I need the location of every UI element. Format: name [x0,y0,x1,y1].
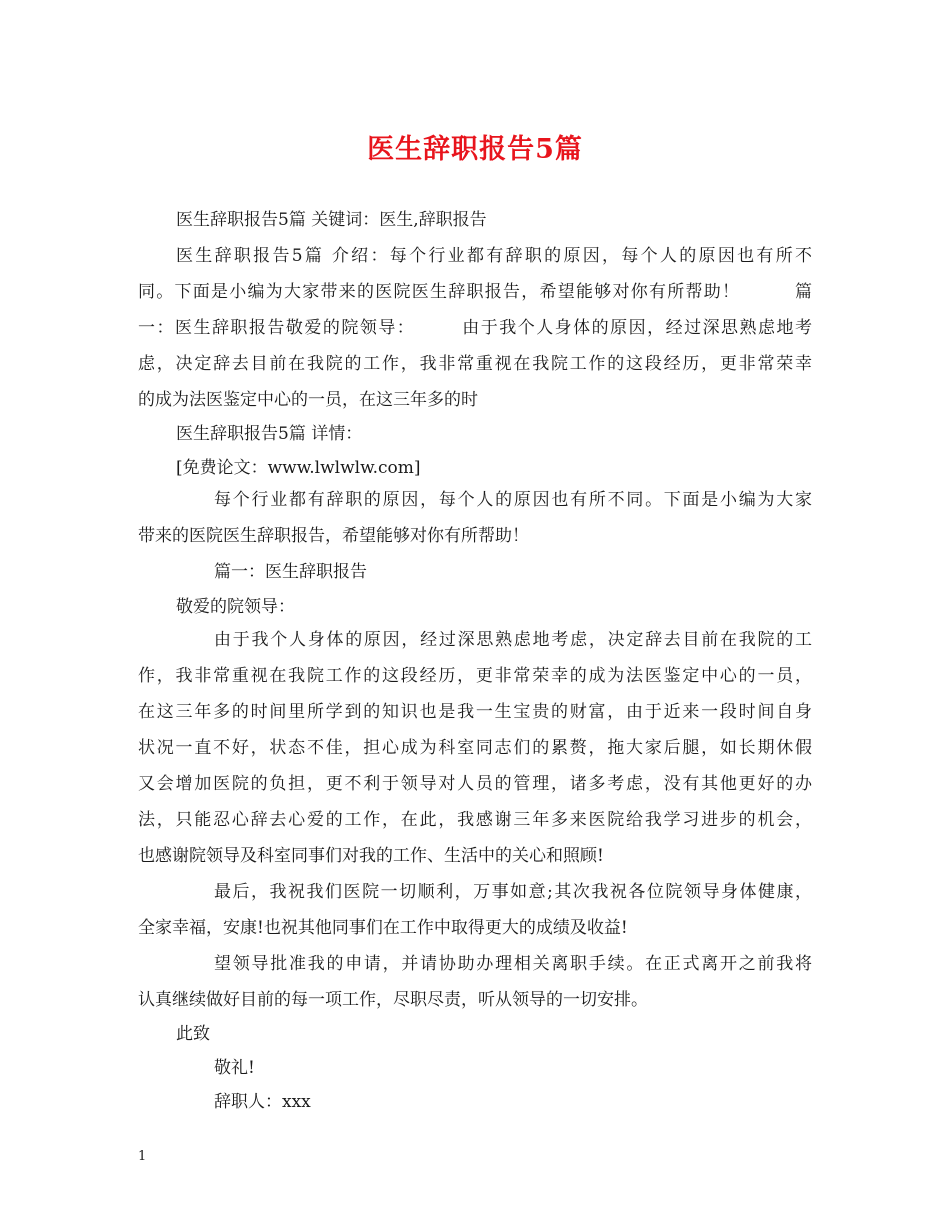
paragraph-line: 最后，我祝我们医院一切顺利，万事如意;其次我祝各位院领导身体健康， [214,882,812,902]
paragraph-line: 又会增加医院的负担，更不利于领导对人员的管理，诸多考虑，没有其他更好的办 [138,774,812,794]
closing-line: 此致 [176,1024,210,1044]
section-heading: 篇一：医生辞职报告 [214,562,367,582]
paragraph-line: 作，我非常重视在我院工作的这段经历，更非常荣幸的成为法医鉴定中心的一员， [138,666,812,686]
intro-line: 一：医生辞职报告敬爱的院领导： 由于我个人身体的原因，经过深思熟虑地考 [138,318,812,338]
keywords-line: 医生辞职报告5篇 关键词：医生,辞职报告 [176,210,487,230]
details-line: 医生辞职报告5篇 详情： [176,424,363,444]
paragraph-line: 在这三年多的时间里所学到的知识也是我一生宝贵的财富，由于近来一段时间自身 [138,702,812,722]
paragraph-line: 由于我个人身体的原因，经过深思熟虑地考虑，决定辞去目前在我院的工 [214,630,812,650]
paragraph-line: 每个行业都有辞职的原因，每个人的原因也有所不同。下面是小编为大家 [214,490,812,510]
paragraph-line: 全家幸福，安康!也祝其他同事们在工作中取得更大的成绩及收益! [138,918,628,938]
intro-line: 虑，决定辞去目前在我院的工作，我非常重视在我院工作的这段经历，更非常荣幸 [138,354,812,374]
signature-line: 辞职人：xxx [214,1092,311,1112]
paragraph-line: 也感谢院领导及科室同事们对我的工作、生活中的关心和照顾! [138,846,604,866]
page-number: 1 [138,1149,147,1164]
document-title: 医生辞职报告5篇 [367,134,583,165]
paragraph-line: 法，只能忍心辞去心爱的工作，在此，我感谢三年多来医院给我学习进步的机会， [138,810,812,830]
closing-line: 敬礼! [214,1058,255,1078]
paragraph-line: 带来的医院医生辞职报告，希望能够对你有所帮助！ [138,526,529,546]
paragraph-line: 认真继续做好目前的每一项工作，尽职尽责，听从领导的一切安排。 [138,990,648,1010]
intro-line: 医生辞职报告5篇 介绍：每个行业都有辞职的原因，每个人的原因也有所不 [176,246,812,266]
paragraph-line: 状况一直不好，状态不佳，担心成为科室同志们的累赘，拖大家后腿，如长期休假 [138,738,812,758]
intro-line: 同。下面是小编为大家带来的医院医生辞职报告，希望能够对你有所帮助！ 篇 [138,282,812,302]
source-line: [免费论文：www.lwlwlw.com] [176,458,421,478]
salutation: 敬爱的院领导： [176,597,295,617]
paragraph-line: 望领导批准我的申请，并请协助办理相关离职手续。在正式离开之前我将 [214,954,812,974]
intro-line: 的成为法医鉴定中心的一员，在这三年多的时 [138,390,478,410]
